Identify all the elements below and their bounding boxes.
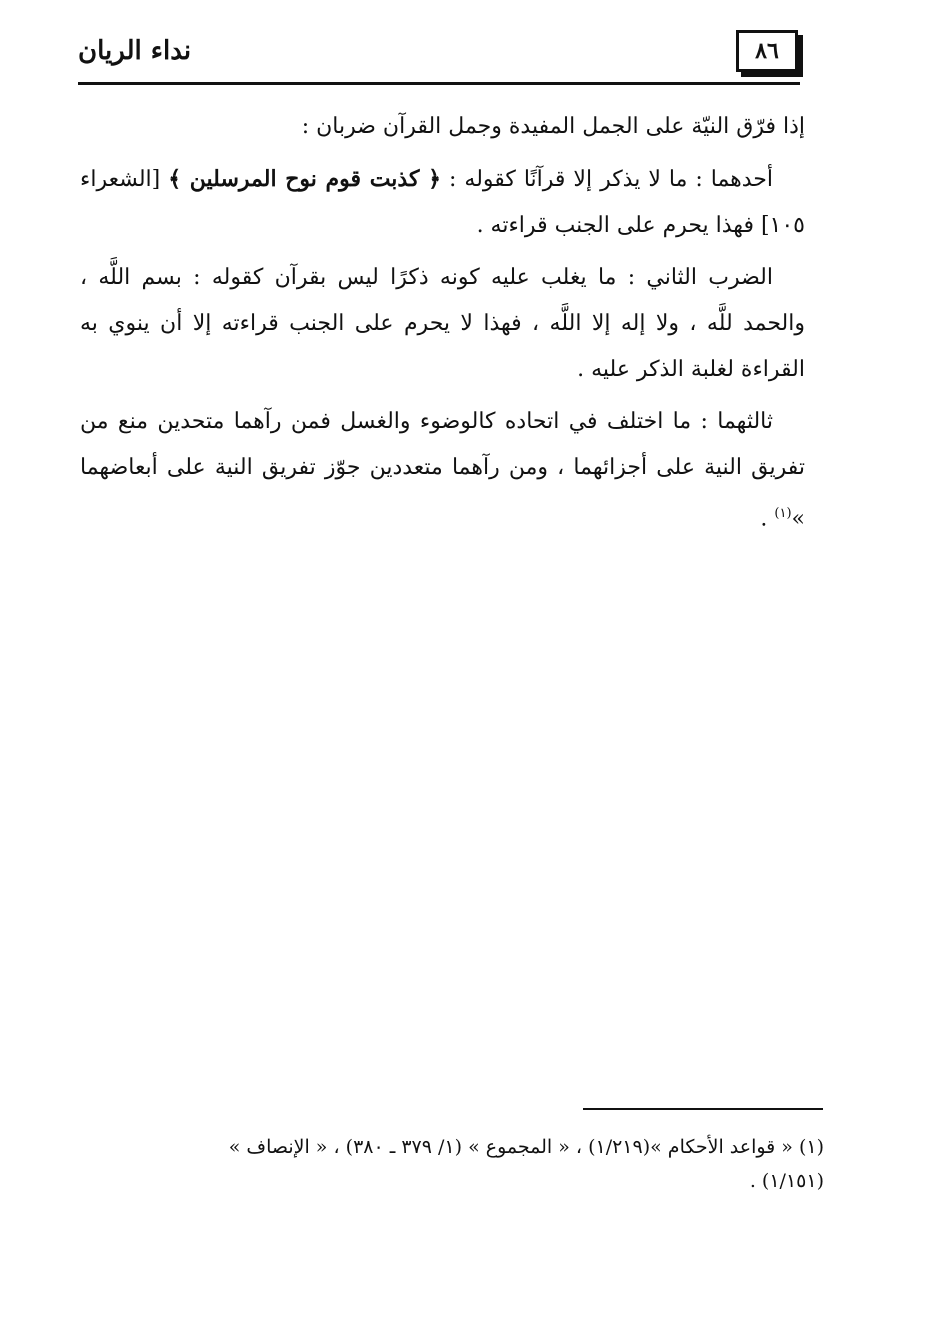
third-type-end: . [760, 506, 775, 532]
paragraph-third-type [80, 399, 805, 542]
footnote-rule [583, 1108, 823, 1110]
quran-verse: ﴿ كذبت قوم نوح المرسلين ﴾ [168, 166, 441, 192]
header-rule [78, 82, 800, 85]
running-header-title: نداء الريان [78, 36, 192, 66]
page-number: ٨٦ [755, 38, 779, 64]
footnote [84, 1130, 824, 1198]
verse-reference: [الشعراء ١٠٥] فهذا يحرم على الجنب قراءته . [80, 167, 805, 238]
footnote-line-2: (١/١٥١) . [749, 1170, 824, 1192]
paragraph-first-type [80, 156, 805, 249]
paragraph-second-type: الضرب الثاني : ما يغلب عليه كونه ذكرًا ليس بقرآن كقوله : بسم اللَّه ، والحمد للَّه ، ولا إله إلا اللَّه ، فهذا لا يحرم على الجنب قراءته إلا أن ينوي به القراءة لغلبة الذكر عليه . [80, 265, 805, 382]
paragraph-intro: إذا فرّق النيّة على الجمل المفيدة وجمل القرآن ضربان : [301, 114, 805, 139]
body-text [80, 104, 805, 548]
footnote-line-1: (١) « قواعد الأحكام »(١/٢١٩) ، « المجموع » (١/ ٣٧٩ ـ ٣٨٠) ، « الإنصاف » [228, 1136, 824, 1158]
page-number-box [736, 30, 798, 72]
third-type-text: ثالثهما : ما اختلف في اتحاده كالوضوء والغسل فمن رآهما متحدين منع من تفريق النية على أجزائهما ، ومن رآهما متعددين جوّز تفريق النية على أبعاضهما » [80, 409, 805, 532]
footnote-marker: (١) [774, 506, 792, 521]
first-type-text: أحدهما : ما لا يذكر إلا قرآنًا كقوله : [449, 167, 774, 192]
